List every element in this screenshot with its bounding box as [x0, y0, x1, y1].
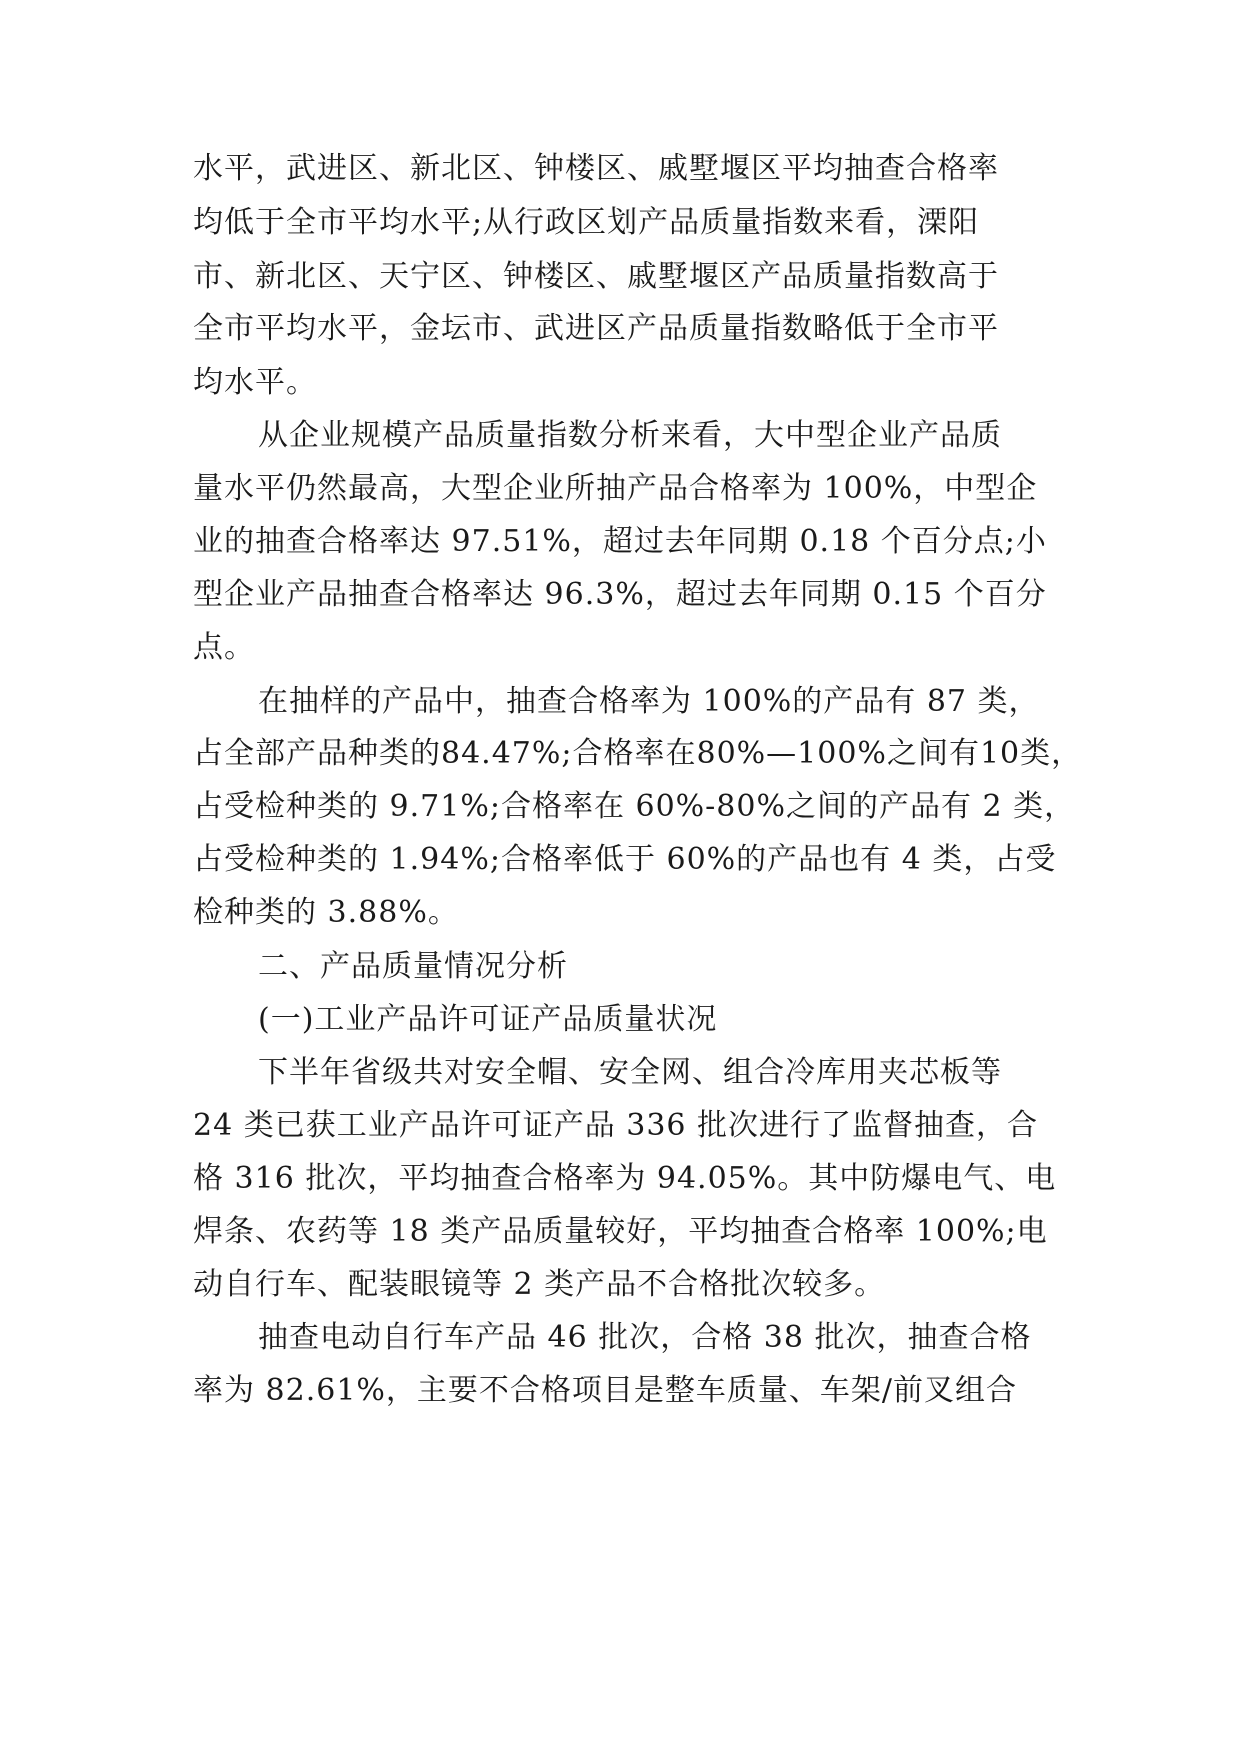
paragraph-5-line-1: 24 类已获工业产品许可证产品 336 批次进行了监督抽查，合 — [193, 1108, 1039, 1143]
paragraph-5-line-2: 格 316 批次，平均抽查合格率为 94.05%。其中防爆电气、电 — [193, 1161, 1057, 1196]
paragraph-6-line-0: 抽查电动自行车产品 46 批次，合格 38 批次，抽查合格 — [258, 1320, 1032, 1355]
paragraph-2-line-4: 检种类的 3.88%。 — [193, 895, 459, 930]
paragraph-1-line-1: 量水平仍然最高，大型企业所抽产品合格率为 100%，中型企 — [193, 471, 1038, 506]
paragraph-5-line-0: 下半年省级共对安全帽、安全网、组合冷库用夹芯板等 — [258, 1055, 1002, 1090]
paragraph-0-line-0: 水平，武进区、新北区、钟楼区、戚墅堰区平均抽查合格率 — [193, 151, 999, 186]
paragraph-2-line-0: 在抽样的产品中，抽查合格率为 100%的产品有 87 类， — [258, 684, 1040, 719]
paragraph-2-line-1: 占全部产品种类的84.47%;合格率在80%—100%之间有10类， — [193, 736, 1083, 771]
section-heading: 二、产品质量情况分析 — [258, 949, 568, 984]
paragraph-2-line-2: 占受检种类的 9.71%;合格率在 60%-80%之间的产品有 2 类， — [193, 789, 1076, 824]
paragraph-1-line-0: 从企业规模产品质量指数分析来看，大中型企业产品质 — [258, 418, 1002, 453]
paragraph-5-line-4: 动自行车、配装眼镜等 2 类产品不合格批次较多。 — [193, 1267, 886, 1302]
subsection-heading: (一)工业产品许可证产品质量状况 — [258, 1002, 718, 1037]
paragraph-1-line-3: 型企业产品抽查合格率达 96.3%，超过去年同期 0.15 个百分 — [193, 577, 1047, 612]
paragraph-5-line-3: 焊条、农药等 18 类产品质量较好，平均抽查合格率 100%;电 — [193, 1214, 1048, 1249]
paragraph-0-line-3: 全市平均水平，金坛市、武进区产品质量指数略低于全市平 — [193, 311, 999, 346]
paragraph-6-line-1: 率为 82.61%，主要不合格项目是整车质量、车架/前叉组合 — [193, 1373, 1018, 1408]
paragraph-2-line-3: 占受检种类的 1.94%;合格率低于 60%的产品也有 4 类，占受 — [193, 842, 1057, 877]
paragraph-0-line-1: 均低于全市平均水平;从行政区划产品质量指数来看，溧阳 — [193, 205, 980, 240]
paragraph-1-line-4: 点。 — [193, 630, 255, 665]
paragraph-0-line-2: 市、新北区、天宁区、钟楼区、戚墅堰区产品质量指数高于 — [193, 259, 999, 294]
paragraph-1-line-2: 业的抽查合格率达 97.51%，超过去年同期 0.18 个百分点;小 — [193, 524, 1047, 559]
paragraph-0-line-4: 均水平。 — [193, 365, 317, 400]
